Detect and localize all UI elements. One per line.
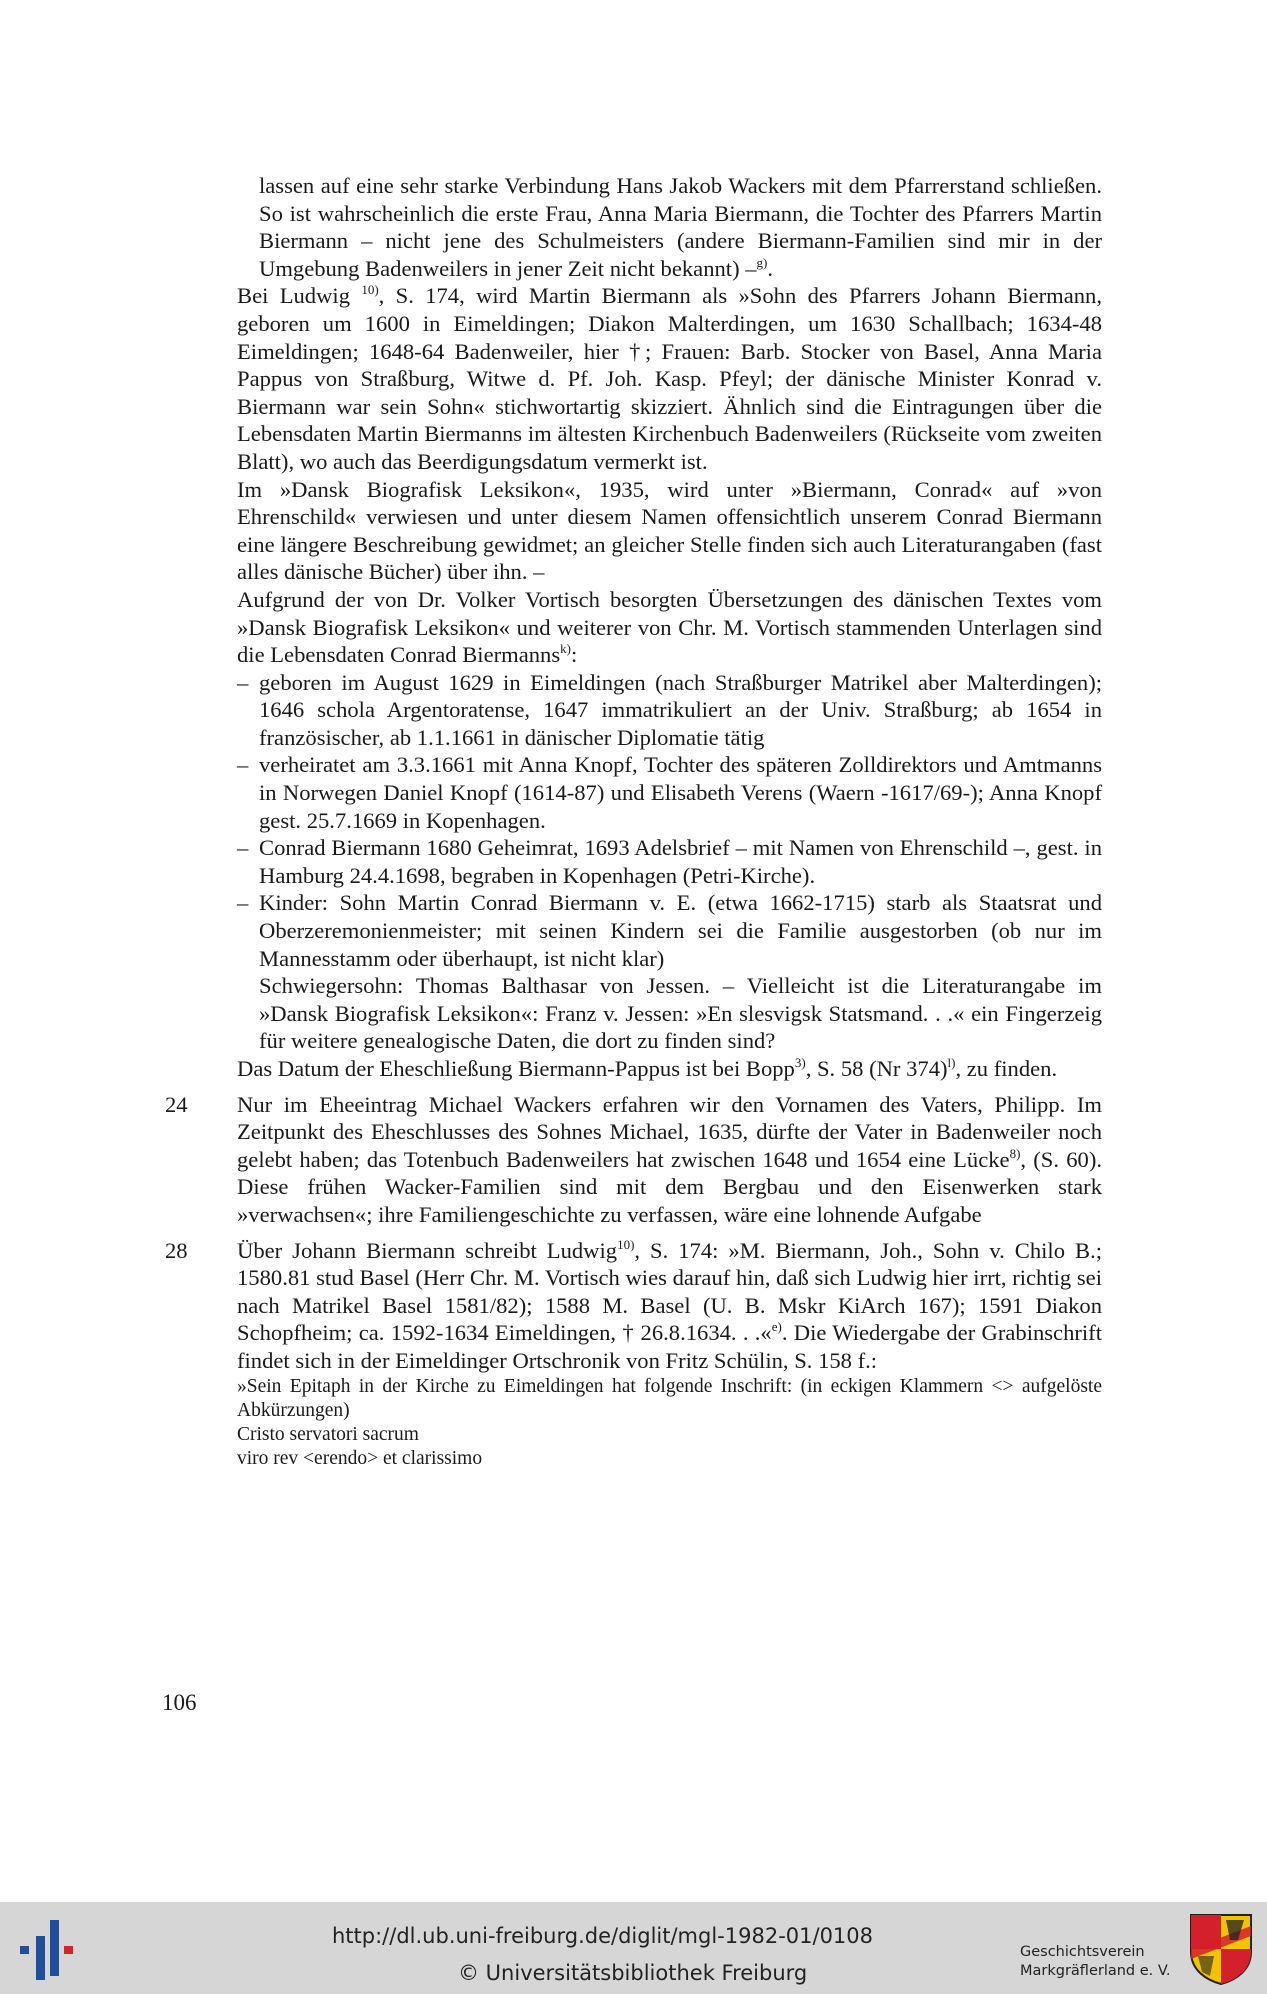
list-item-text: Conrad Biermann 1680 Geheimrat, 1693 Adelsbrief – mit Namen von Ehrenschild –, gest. in Hamburg 24.4.1698, begraben in Kopenhagen (Petri-Kirche). [259,835,1102,888]
intro-text: lassen auf eine sehr starke Verbindung Hans Jakob Wackers mit dem Pfarrerstand schließen. So ist wahrscheinlich die erste Frau, Anna Maria Biermann, die Tochter des Pfarrers Martin Biermann – nicht jene des Schulmeisters (andere Biermann-Familien sind mir in der Umgebung Badenweilers in jener Zeit nicht bekannt) – [259,173,1102,281]
markgraeflerland-crest-icon[interactable] [1188,1912,1254,1986]
footnote-ref: g) [756,254,768,270]
note-number: 28 [165,1237,188,1263]
epitaph-intro: »Sein Epitaph in der Kirche zu Eimeldingen hat folgende Inschrift: (in eckigen Klammern <> aufgelöste Abkürzungen) [237,1375,1102,1421]
list-item-text: geboren im August 1629 in Eimeldingen (nach Straßburger Matrikel aber Malterdingen); 1646 schola Argentoratense, 1647 immatrikuliert an der Univ. Straßburg; ab 1654 in französischer, ab 1.1.1661 in dänischer Diplomatie tätig [259,669,1102,750]
dash-marker: – [237,890,249,916]
text-run: , S. 58 (Nr 374) [805,1056,948,1081]
text-run: Aufgrund der von Dr. Volker Vortisch besorgten Übersetzungen des dänischen Textes vom »Dansk Biografisk Leksikon« und weiterer von Chr. M. Vortisch stammenden Unterlagen sind die Lebensdaten Conrad Biermanns [237,586,1102,668]
footnote-ref: 10) [617,1236,635,1252]
text-run: : [570,642,578,668]
intro-end: . [767,255,774,281]
copyright-text: © Universitätsbibliothek Freiburg [458,1961,808,1985]
text-run: , S. 174: »M. Biermann, Joh., Sohn v. Chilo B.; 1580.81 stud Basel (Herr Chr. M. Vortisch wies darauf hin, daß sich Ludwig hier irrt, richtig sei nach Matrikel Basel 1581/82); 1588 M. Basel (U. B. Mskr KiArch 167); 1591 Diakon Schopfheim; ca. 1592-1634 Eimeldingen, † 26.8.1634. . .« [237,1237,1102,1346]
footnote-ref: 3) [794,1055,806,1070]
list-item-born [237,669,1102,752]
footnote-ref: 10) [361,282,379,298]
epitaph-line-2: viro rev <erendo> et clarissimo [237,1447,483,1469]
paragraph-ludwig [237,282,1102,475]
footnote-ref: 8) [1009,1145,1021,1161]
ub-freiburg-logo-icon[interactable] [14,1916,80,1982]
list-item-text: Kinder: Sohn Martin Conrad Biermann v. E. (etwa 1662-1715) starb als Staatsrat und Oberzeremonienmeister; mit seinen Kindern sei die Familie ausgestorben (ob nur im Mannesstamm oder überhaupt, ist nicht klar) [259,890,1102,971]
dash-marker: – [237,835,249,861]
society-name-line-1: Geschichtsverein [1020,1944,1145,1960]
list-item-geheimrat [237,834,1102,889]
body-text [165,172,1102,1471]
list-item-children [237,889,1102,972]
paragraph-dansk-leksikon: Im »Dansk Biografisk Leksikon«, 1935, wird unter »Biermann, Conrad« auf »von Ehrenschild« verwiesen und unter diesem Namen offensichtlich unserem Conrad Biermann eine längere Beschreibung gewidmet; an gleicher Stelle finden sich auch Literaturangaben (fast alles dänische Bücher) über ihn. – [237,476,1102,585]
list-item-text: verheiratet am 3.3.1661 mit Anna Knopf, Tochter des späteren Zolldirektors und Amtmanns in Norwegen Daniel Knopf (1614-87) und Elisabeth Verens (Waern -1617/69-); Anna Knopf gest. 25.7.1669 in Kopenhagen. [259,752,1102,833]
note-number: 24 [165,1091,188,1117]
intro-paragraph [237,172,1102,282]
footnote-ref: e) [771,1319,782,1335]
dash-marker: – [237,669,249,695]
footer-bar [0,1902,1267,1994]
note-24 [165,1091,1102,1229]
text-run: Bei Ludwig [237,283,362,309]
text-run: , S. 174, wird Martin Biermann als »Sohn des Pfarrers Johann Biermann, geboren um 1600 in Eimeldingen; Diakon Malterdingen, um 1630 Schallbach; 1634-48 Eimeldingen; 1648-64 Badenweiler, hier †; Frauen: Barb. Stocker von Basel, Anna Maria Pappus von Straßburg, Witwe d. Pf. Joh. Kasp. Pfeyl; der dänische Minister Konrad v. Biermann war sein Sohn« stichwortartig skizziert. Ähnlich sind die Eintragungen über die Lebensdaten Martin Biermanns im ältesten Kirchenbuch Badenweilers (Rückseite vom zweiten Blatt), wo auch das Beerdigungsdatum vermerkt ist. [237,283,1102,474]
text-run: Das Datum der Eheschließung Biermann-Pappus ist bei Bopp [237,1056,795,1081]
epitaph-line-1: Cristo servatori sacrum [237,1423,419,1445]
society-name-line-2: Markgräflerland e. V. [1020,1963,1171,1979]
dash-marker: – [237,752,249,778]
text-run: , (S. 60). Diese frühen Wacker-Familien sind mit dem Bergbau und den Eisenwerken stark »verwachsen«; ihre Familiengeschichte zu verfassen, wäre eine lohnende Aufgabe [237,1146,1102,1227]
document-url-link[interactable]: http://dl.ub.uni-freiburg.de/diglit/mgl-1982-01/0108 [332,1924,874,1948]
list-item-married [237,751,1102,834]
footnote-ref: k) [560,641,571,657]
text-run: . Die Wiedergabe der Grabinschrift findet sich in der Eimeldinger Ortschronik von Fritz Schülin, S. 158 f.: [237,1320,1102,1373]
text-run: , zu finden. [955,1056,1058,1081]
paragraph-aufgrund [237,586,1102,669]
footnote-ref: l) [947,1055,956,1070]
list-item-son-in-law: Schwiegersohn: Thomas Balthasar von Jessen. – Vielleicht ist die Literaturangabe im »Dansk Biografisk Leksikon«: Franz v. Jessen: »En slesvigsk Statsmand. . .« ein Fingerzeig für weitere genealogische Daten, die dort zu finden sind? [259,973,1102,1054]
text-run: Über Johann Biermann schreibt Ludwig [237,1237,618,1263]
note-28 [165,1236,1102,1375]
page-number: 106 [162,1690,197,1715]
society-name [1020,1943,1171,1981]
text-run: Nur im Eheeintrag Michael Wackers erfahren wir den Vornamen des Vaters, Philipp. Im Zeitpunkt des Eheschlusses des Sohnes Michael, 1635, dürfte der Vater in Badenweiler noch gelebt haben; das Totenbuch Badenweilers hat zwischen 1648 und 1654 eine Lücke [237,1091,1102,1172]
paragraph-eheschliessung [237,1055,1102,1083]
